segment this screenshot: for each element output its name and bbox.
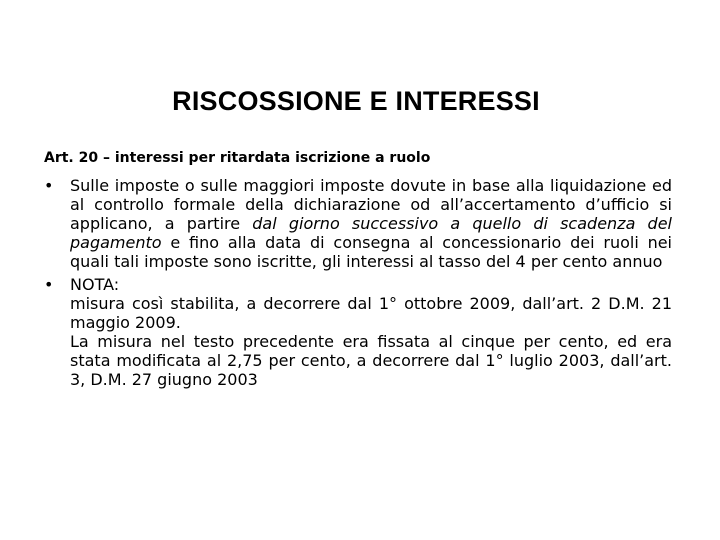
bullet-text-part: e fino alla data di consegna al concessionario dei ruoli nei quali tali imposte sono iscritte, gli interessi al tasso del 4 per cento annuo [70, 233, 672, 271]
note-heading: NOTA: [70, 275, 120, 294]
note-paragraph: misura così stabilita, a decorrere dal 1° ottobre 2009, dall’art. 2 D.M. 21 maggio 2009. [70, 294, 672, 332]
slide-title: RISCOSSIONE E INTERESSI [172, 86, 540, 116]
bullet-item-interessi [44, 176, 672, 271]
bullet-marker: • [44, 275, 54, 294]
bullet-item-nota [44, 275, 672, 389]
bullet-text-part: Sulle imposte o sulle maggiori imposte dovute in base alla liquidazione ed al controllo formale della dichiarazione od all’accertamento d’ufficio si applicano, a partire [70, 176, 672, 233]
bullet-marker: • [44, 176, 54, 195]
bullet-text [70, 176, 672, 271]
bullet-list [44, 176, 672, 389]
note-paragraph: La misura nel testo precedente era fissata al cinque per cento, ed era stata modificata al 2,75 per cento, a decorrere dal 1° luglio 2003, dall’art. 3, D.M. 27 giugno 2003 [70, 332, 672, 389]
slide-subtitle: Art. 20 – interessi per ritardata iscrizione a ruolo [44, 150, 431, 166]
bullet-text-italic: dal giorno successivo a quello di scadenza del pagamento [70, 214, 672, 252]
